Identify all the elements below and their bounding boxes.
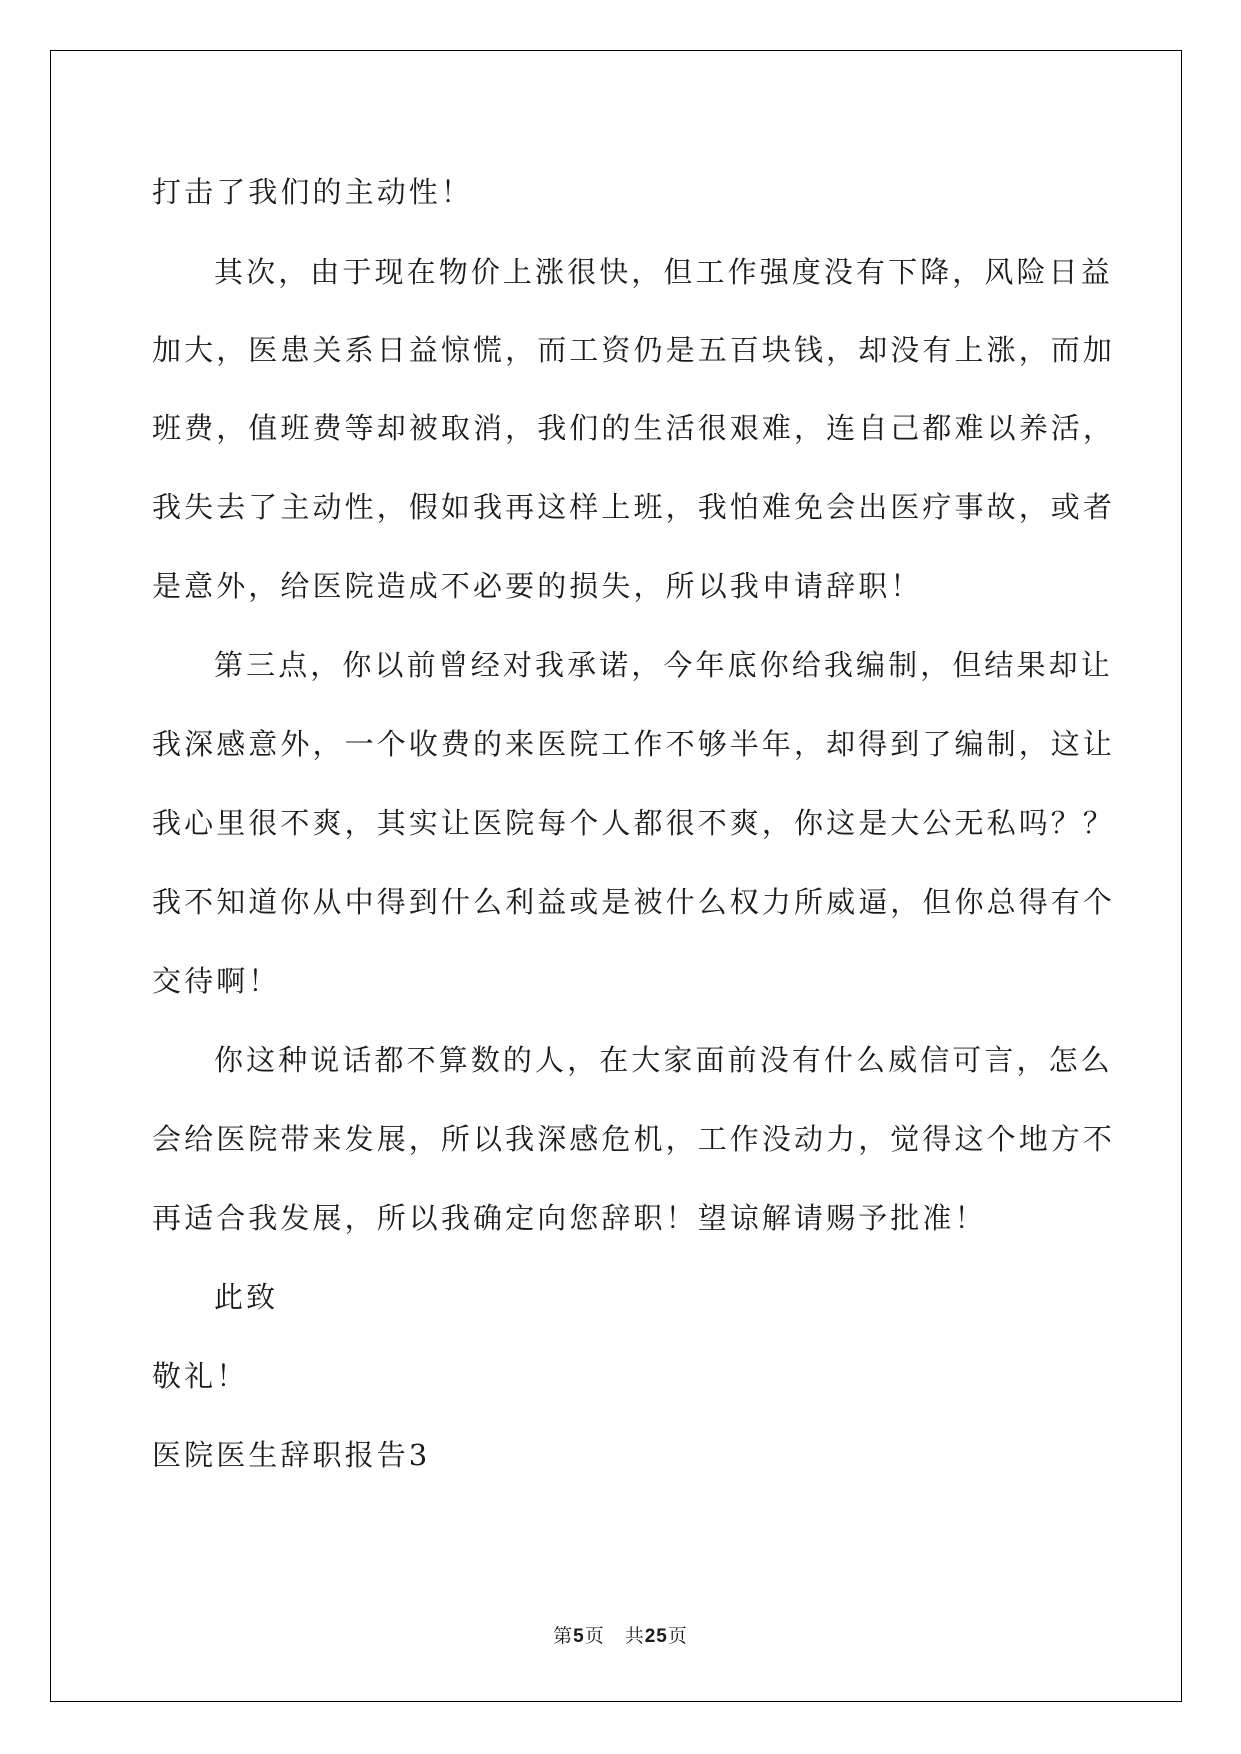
paragraph-line: 我心里很不爽，其实让医院每个人都很不爽，你这是大公无私吗？？: [152, 806, 1116, 840]
paragraph-line: 其次，由于现在物价上涨很快，但工作强度没有下降，风险日益: [214, 255, 1113, 289]
footer-suffix: 页: [667, 1625, 688, 1647]
footer-prefix: 第: [553, 1625, 574, 1647]
paragraph-line: 我失去了主动性，假如我再这样上班，我怕难免会出医疗事故，或者: [152, 490, 1116, 524]
paragraph-line: 我不知道你从中得到什么利益或是被什么权力所威逼，但你总得有个: [152, 885, 1116, 919]
paragraph-line: 打击了我们的主动性！: [152, 175, 474, 209]
paragraph-line: 交待啊！: [152, 964, 281, 998]
closing-line: 此致: [214, 1280, 279, 1314]
footer-mid: 页 共: [584, 1625, 645, 1647]
total-page-number: 25: [644, 1626, 668, 1647]
paragraph-line: 加大，医患关系日益惊慌，而工资仍是五百块钱，却没有上涨，而加: [152, 333, 1116, 367]
paragraph-line: 再适合我发展，所以我确定向您辞职！望谅解请赐予批准！: [152, 1201, 987, 1235]
paragraph-line: 你这种说话都不算数的人，在大家面前没有什么威信可言，怎么: [214, 1043, 1113, 1077]
current-page-number: 5: [573, 1626, 585, 1647]
salutation-line: 敬礼！: [152, 1359, 249, 1393]
paragraph-line: 第三点，你以前曾经对我承诺，今年底你给我编制，但结果却让: [214, 648, 1113, 682]
paragraph-line: 班费，值班费等却被取消，我们的生活很艰难，连自己都难以养活，: [152, 411, 1116, 445]
page-footer: [0, 1621, 1241, 1648]
paragraph-line: 会给医院带来发展，所以我深感危机，工作没动力，觉得这个地方不: [152, 1122, 1116, 1156]
paragraph-line: 是意外，给医院造成不必要的损失，所以我申请辞职！: [152, 569, 923, 603]
section-heading: 医院医生辞职报告3: [152, 1438, 431, 1472]
paragraph-line: 我深感意外，一个收费的来医院工作不够半年，却得到了编制，这让: [152, 727, 1116, 761]
